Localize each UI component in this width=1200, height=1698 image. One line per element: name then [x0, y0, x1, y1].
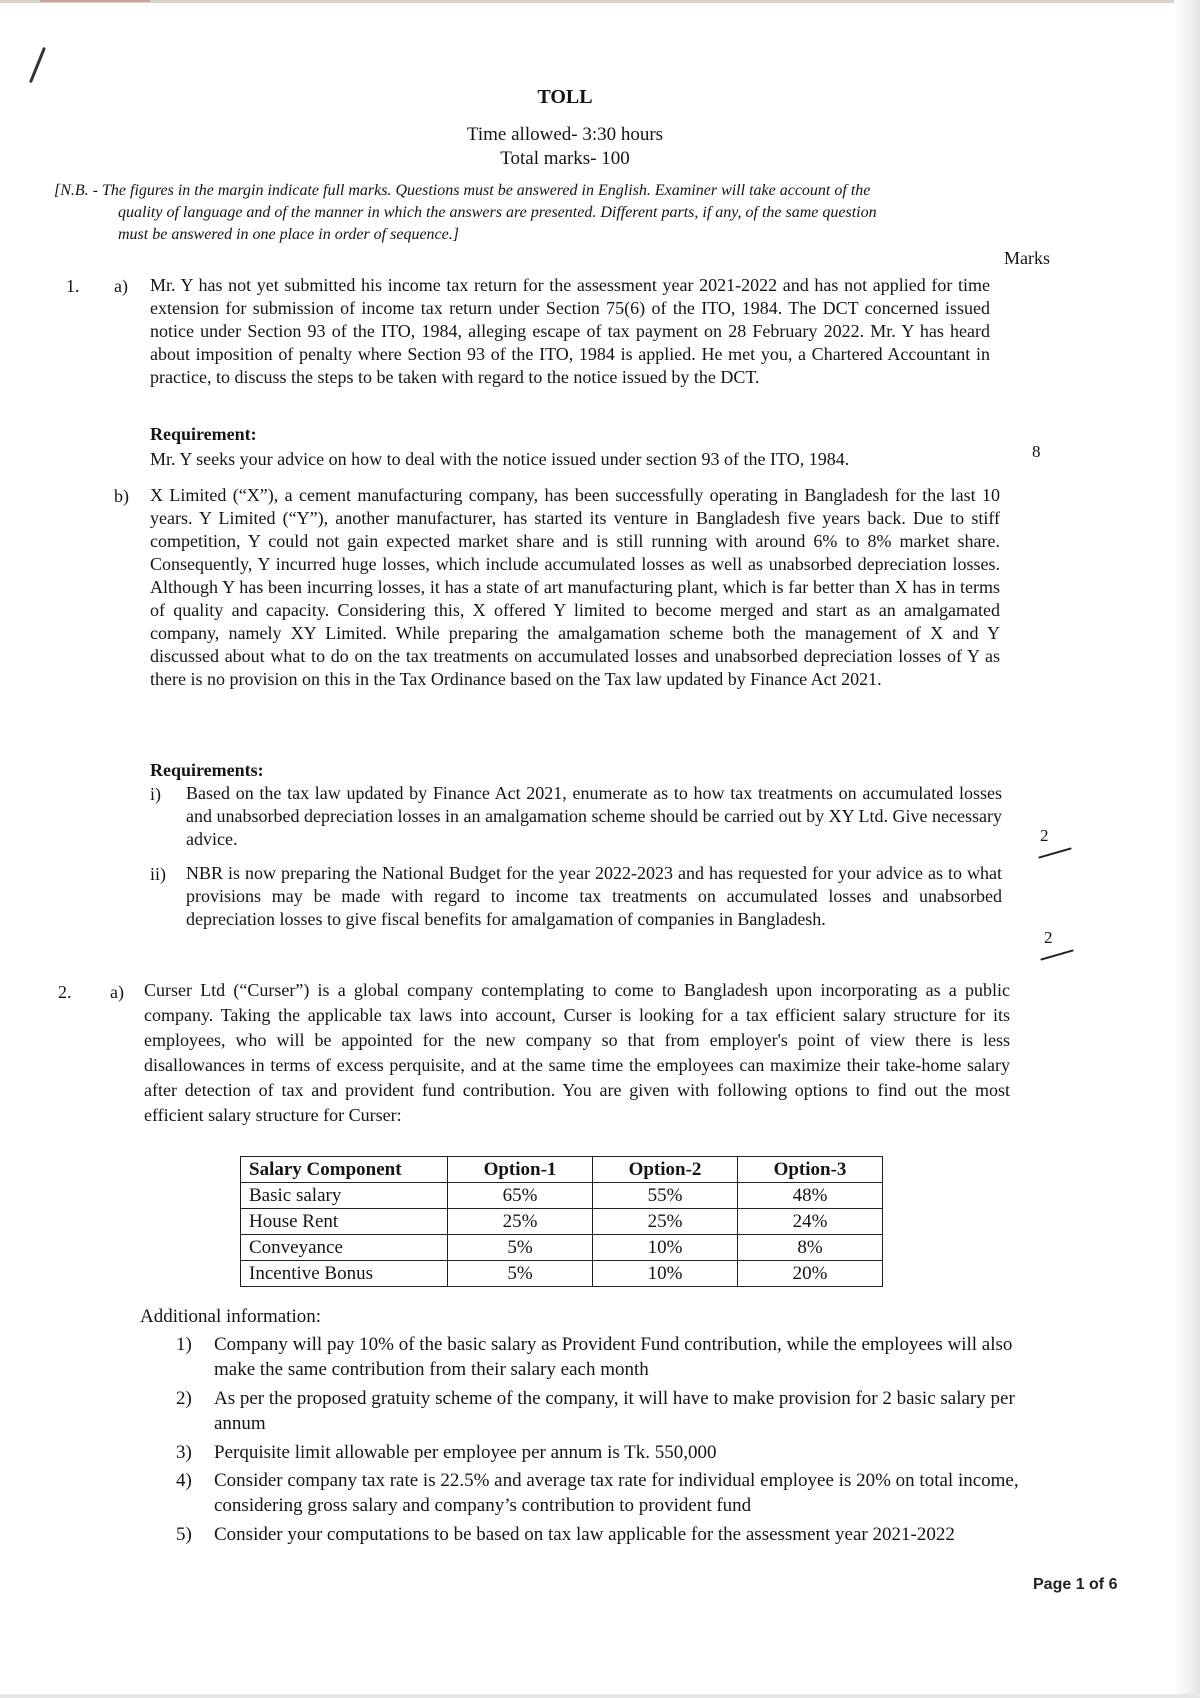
- tick-mark: [1038, 847, 1071, 858]
- list-item-number: 3): [176, 1442, 192, 1463]
- question-1a-text: Mr. Y has not yet submitted his income tax return for the assessment year 2021-2022 and has not applied for time extension for submission of income tax return under Section 75(6) of the ITO, 1984. The DCT concerned issued notice under Section 93 of the ITO, 1984, alleging escape of tax payment on 28 February 2022. Mr. Y has heard about imposition of penalty where Section 93 of the ITO, 1984 is applied. He met you, a Chartered Accountant in practice, to discuss the steps to be taken with regard to the notice issued by the DCT.: [150, 275, 990, 387]
- scan-bottom-edge: [0, 1694, 1200, 1698]
- additional-info-heading: Additional information:: [140, 1306, 322, 1327]
- list-item: Company will pay 10% of the basic salary as Provident Fund contribution, while the employees will also make the same contribution from their salary each month: [214, 1334, 1013, 1380]
- table-cell: 20%: [738, 1261, 883, 1287]
- table-cell: 10%: [593, 1235, 738, 1261]
- question-2a-label: a): [110, 982, 124, 1002]
- scan-top-edge: [0, 0, 1200, 3]
- marks-column-header: Marks: [1004, 248, 1050, 268]
- time-allowed: Time allowed- 3:30 hours: [466, 124, 664, 145]
- question-1b-label: b): [114, 486, 129, 506]
- table-row: [241, 1235, 883, 1261]
- question-1b-ii-label: ii): [150, 864, 166, 884]
- question-1b-i-label: i): [150, 784, 161, 804]
- table-header-row: [241, 1157, 883, 1183]
- list-item: Consider company tax rate is 22.5% and average tax rate for individual employee is 20% on total income, considering gross salary and company’s contribution to provident fund: [214, 1470, 1019, 1516]
- table-cell: Incentive Bonus: [241, 1261, 448, 1287]
- question-1b-ii-marks: 2: [1044, 928, 1053, 947]
- question-1a-requirement-heading: Requirement:: [150, 424, 257, 444]
- table-cell: 8%: [738, 1235, 883, 1261]
- instructions-line-1: [N.B. - The figures in the margin indicate full marks. Questions must be answered in English. Examiner will take account of the: [54, 182, 871, 199]
- table-cell: 10%: [593, 1261, 738, 1287]
- table-header-cell: Option-3: [738, 1157, 883, 1183]
- table-cell: 55%: [593, 1183, 738, 1209]
- question-1a-label: a): [114, 276, 128, 296]
- question-1a-requirement-text: Mr. Y seeks your advice on how to deal with the notice issued under section 93 of the ITO, 1984.: [150, 449, 850, 469]
- tick-mark: [1040, 949, 1073, 960]
- table-cell: 48%: [738, 1183, 883, 1209]
- pen-slash-mark: [29, 47, 46, 83]
- instructions-line-3: must be answered in one place in order of sequence.]: [118, 226, 459, 243]
- table-header-cell: Option-2: [593, 1157, 738, 1183]
- table-cell: 5%: [448, 1235, 593, 1261]
- list-item-number: 4): [176, 1470, 192, 1491]
- question-1b-i-text: Based on the tax law updated by Finance Act 2021, enumerate as to how tax treatments on accumulated losses and unabsorbed depreciation losses in an amalgamation scheme should be carried out by XY Ltd. Give necessary advice.: [186, 783, 1002, 849]
- table-row: [241, 1209, 883, 1235]
- question-1b-text: X Limited (“X”), a cement manufacturing company, has been successfully operating in Bangladesh for the last 10 years. Y Limited (“Y”), another manufacturer, has started its venture in Bangladesh five years back. Due to stiff competition, Y could not gain expected market share and is still running with around 6% to 8% market share. Consequently, Y incurred huge losses, which include accumulated losses as well as unabsorbed depreciation losses. Although Y has been incurring losses, it has a state of art manufacturing plant, which is far better than X has in terms of quality and capacity. Considering this, X offered Y limited to become merged and start as an amalgamated company, namely XY Limited. While preparing the amalgamation scheme both the management of X and Y discussed about what to do on the tax treatments on accumulated losses and unabsorbed depreciation losses of Y as there is no provision on this in the Tax Ordinance based on the Tax law updated by Finance Act 2021.: [150, 485, 1000, 689]
- table-row: [241, 1261, 883, 1287]
- list-item-number: 1): [176, 1334, 192, 1355]
- total-marks: Total marks- 100: [500, 148, 630, 169]
- paper-title: TOLL: [537, 86, 593, 108]
- table-header-cell: Option-1: [448, 1157, 593, 1183]
- list-item-number: 2): [176, 1388, 192, 1409]
- table-cell: 24%: [738, 1209, 883, 1235]
- table-cell: 25%: [448, 1209, 593, 1235]
- table-cell: House Rent: [241, 1209, 448, 1235]
- question-2-number: 2.: [58, 982, 72, 1002]
- list-item: Consider your computations to be based on tax law applicable for the assessment year 2021-2022: [214, 1524, 955, 1545]
- table-cell: 5%: [448, 1261, 593, 1287]
- table-row: [241, 1183, 883, 1209]
- question-1-number: 1.: [66, 276, 80, 296]
- list-item: As per the proposed gratuity scheme of the company, it will have to make provision for 2 basic salary per annum: [214, 1388, 1015, 1434]
- scan-right-shadow: [1174, 0, 1200, 1698]
- question-1a-marks: 8: [1032, 442, 1041, 461]
- salary-options-table: [240, 1156, 883, 1287]
- page-number: Page 1 of 6: [1033, 1576, 1118, 1593]
- table-cell: Basic salary: [241, 1183, 448, 1209]
- table-cell: 65%: [448, 1183, 593, 1209]
- list-item: Perquisite limit allowable per employee per annum is Tk. 550,000: [214, 1442, 717, 1463]
- question-1b-i-marks: 2: [1040, 826, 1049, 845]
- question-1b-requirements-heading: Requirements:: [150, 760, 264, 780]
- question-1b-ii-text: NBR is now preparing the National Budget for the year 2022-2023 and has requested for your advice as to what provisions may be made with regard to income tax treatments on accumulated losses and unabsorbed depreciation losses to give fiscal benefits for amalgamation of companies in Bangladesh.: [186, 863, 1002, 929]
- table-header-cell: Salary Component: [241, 1157, 448, 1183]
- list-item-number: 5): [176, 1524, 192, 1545]
- table-cell: Conveyance: [241, 1235, 448, 1261]
- scan-color-mark: [40, 0, 150, 2]
- question-2a-text: Curser Ltd (“Curser”) is a global company contemplating to come to Bangladesh upon incorporating as a public company. Taking the applicable tax laws into account, Curser is looking for a tax efficient salary structure for its employees, who will be appointed for the new company so that from employer's point of view there is less disallowances in terms of excess perquisite, and at the same time the employees can maximize their take-home salary after detection of tax and provident fund contribution. You are given with following options to find out the most efficient salary structure for Curser:: [144, 980, 1010, 1125]
- instructions-note: [54, 180, 1064, 246]
- table-cell: 25%: [593, 1209, 738, 1235]
- instructions-line-2: quality of language and of the manner in which the answers are presented. Different parts, if any, of the same question: [118, 204, 877, 221]
